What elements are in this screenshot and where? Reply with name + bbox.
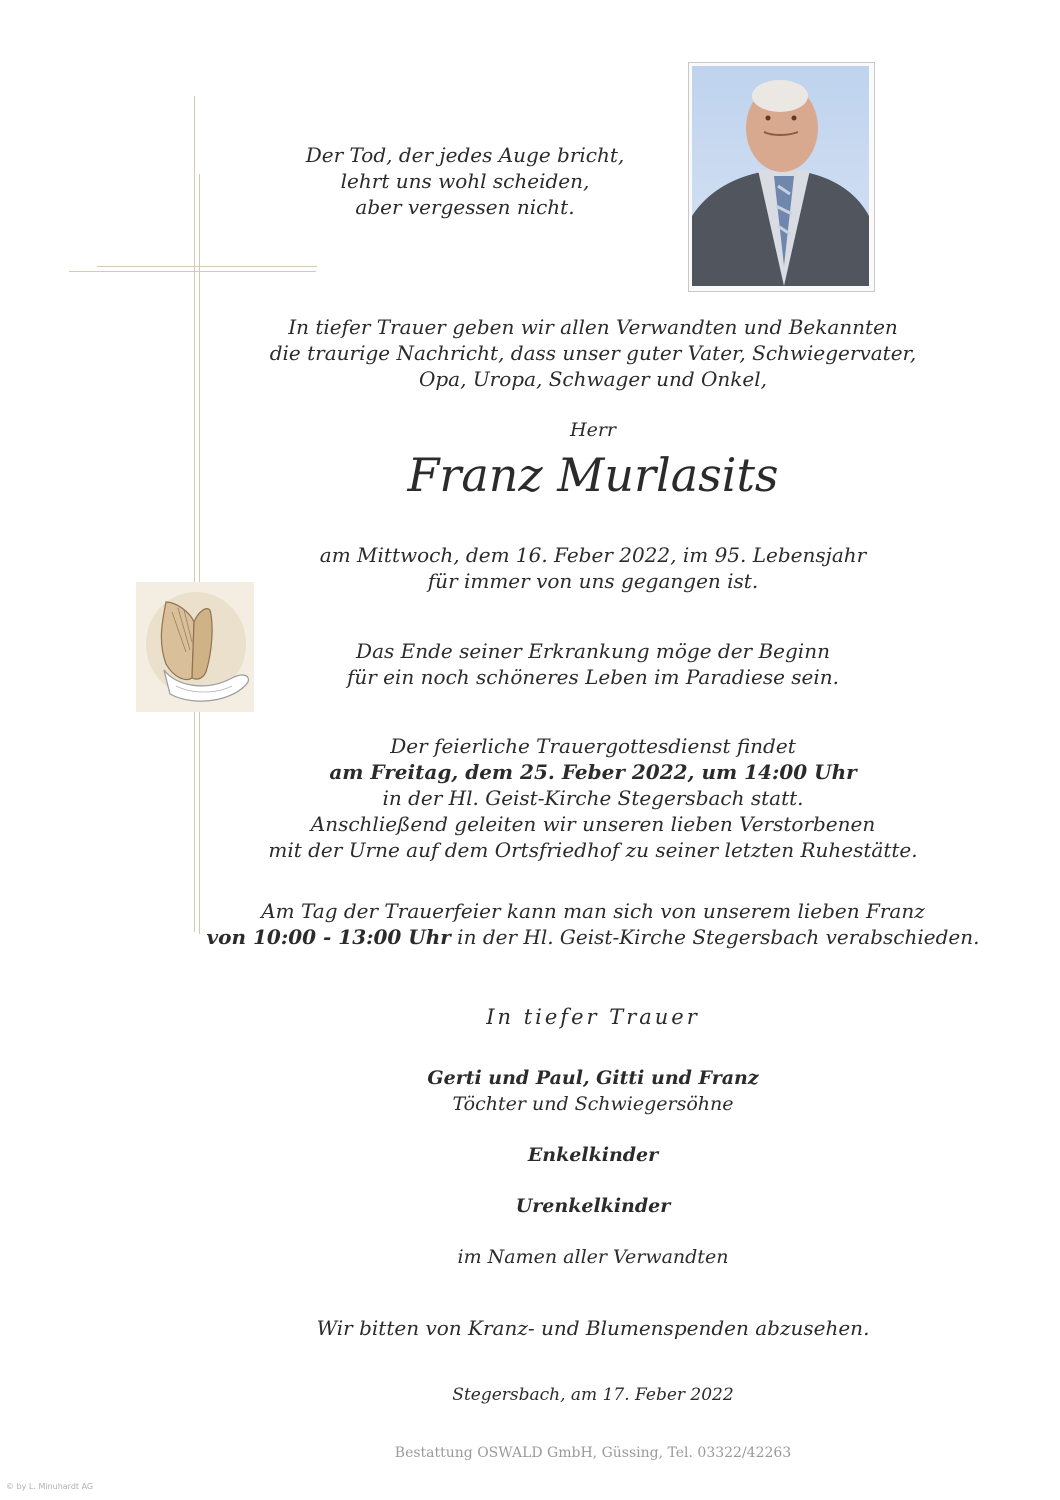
grandchildren: Enkelkinder — [527, 1144, 659, 1166]
farewell-line-1: Am Tag der Trauerfeier kann man sich von unserem lieben Franz — [261, 899, 925, 923]
death-line-1: am Mittwoch, dem 16. Feber 2022, im 95. Lebensjahr — [319, 543, 867, 567]
service-line-5: mit der Urne auf dem Ortsfriedhof zu seiner letzten Ruhestätte. — [268, 838, 918, 862]
great-grandchildren: Urenkelkinder — [515, 1195, 671, 1217]
cross-horizontal-line — [69, 271, 316, 272]
intro-line-1: In tiefer Trauer geben wir allen Verwandten und Bekannten — [288, 315, 898, 339]
deceased-name: Franz Murlasits — [407, 448, 779, 502]
place-date: Stegersbach, am 17. Feber 2022 — [452, 1385, 734, 1405]
service-line-1: Der feierliche Trauergottesdienst findet — [390, 734, 796, 758]
intro-line-2: die traurige Nachricht, dass unser guter Vater, Schwiegervater, — [269, 341, 917, 365]
praying-hands-icon — [136, 582, 254, 712]
cross-vertical-line — [194, 96, 195, 932]
wish-line-2: für ein noch schöneres Leben im Paradiese sein. — [346, 665, 840, 689]
wish-line-1: Das Ende seiner Erkrankung möge der Beginn — [356, 639, 830, 663]
farewell-line-2 — [193, 924, 993, 950]
footer-funeral-home: Bestattung OSWALD GmbH, Güssing, Tel. 03322/42263 — [394, 1445, 792, 1461]
corner-mark: © by L. Minuhardt AG — [6, 1482, 94, 1491]
flowers-request: Wir bitten von Kranz- und Blumenspenden abzusehen. — [316, 1316, 870, 1340]
quote-line-2: lehrt uns wohl scheiden, — [340, 169, 590, 193]
quote-line-3: aber vergessen nicht. — [355, 195, 575, 219]
service-date-time: am Freitag, dem 25. Feber 2022, um 14:00 Uhr — [329, 760, 857, 784]
farewell-location: in der Hl. Geist-Kirche Stegersbach verabschieden. — [450, 925, 980, 949]
quote-line-1: Der Tod, der jedes Auge bricht, — [305, 143, 625, 167]
farewell-time: von 10:00 - 13:00 Uhr — [206, 925, 451, 949]
service-line-3: in der Hl. Geist-Kirche Stegersbach statt. — [382, 786, 804, 810]
salutation: Herr — [570, 419, 616, 441]
relatives-note: im Namen aller Verwandten — [457, 1246, 729, 1268]
mourner-relation: Töchter und Schwiegersöhne — [452, 1093, 734, 1115]
intro-line-3: Opa, Uropa, Schwager und Onkel, — [418, 367, 768, 391]
death-line-2: für immer von uns gegangen ist. — [427, 569, 759, 593]
cross-horizontal-line-inner — [97, 266, 317, 267]
cross-vertical-line-inner — [199, 174, 200, 934]
mourner-names: Gerti und Paul, Gitti und Franz — [427, 1067, 759, 1089]
mourning-heading: In tiefer Trauer — [486, 1005, 700, 1029]
service-line-4: Anschließend geleiten wir unseren lieben Verstorbenen — [310, 812, 876, 836]
